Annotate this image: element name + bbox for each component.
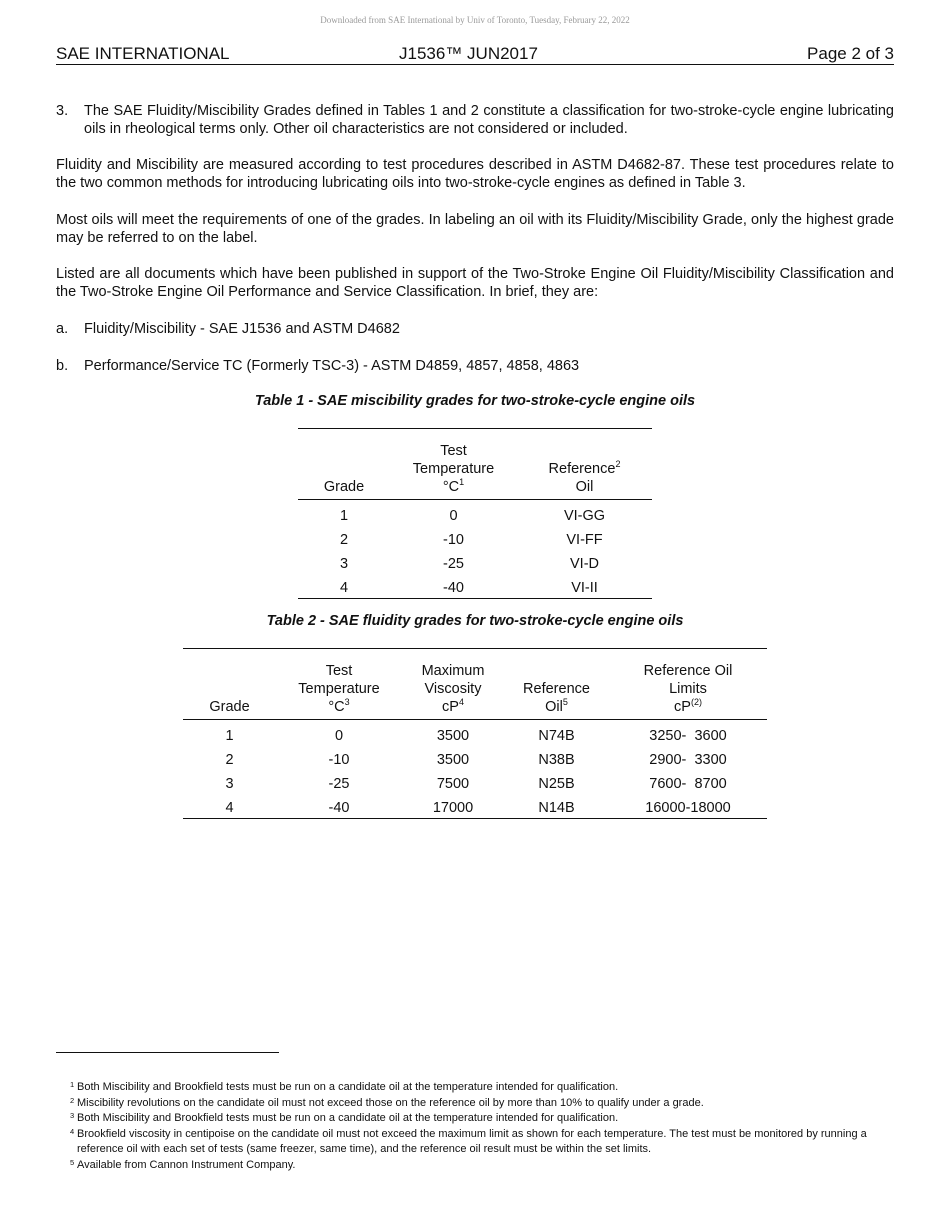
download-watermark: Downloaded from SAE International by Univ of Toronto, Tuesday, February 22, 2022	[320, 15, 630, 25]
paragraph-documents-listed: Listed are all documents which have been published in support of the Two-Stroke Engine Oil Fluidity/Miscibility Classification and the Two-Stroke Engine Oil Performance and Service Classification. In brief, they are:	[56, 266, 894, 300]
column-header-reference-oil-limits: Reference Oil Limits $cP^{(2)}$	[643, 663, 733, 715]
table2-caption: Table 2 - SAE fluidity grades for two-stroke-cycle engine oils	[266, 613, 684, 629]
column-header-test-temperature: Test Temperature $^\circ C^3$	[298, 663, 380, 715]
table1-miscibility-grades	[298, 428, 652, 599]
footnote: 2 Miscibility revolutions on the candidate oil must not exceed those on the reference oil by more than 10% to qualify under a grade.	[70, 1095, 704, 1109]
table-header-row	[183, 649, 767, 720]
table-row: 2 -10 VI-FF	[339, 532, 603, 548]
list-item-label: a.	[56, 321, 69, 337]
table-row: 3 -25 VI-D	[339, 556, 599, 572]
column-header-grade: Grade	[323, 479, 365, 495]
footnote-divider	[56, 1052, 279, 1053]
column-header-reference-oil: Reference$^2$ Oil	[548, 459, 621, 495]
list-item-b	[56, 357, 894, 375]
paragraph-grade-labeling: Most oils will meet the requirements of one of the grades. In labeling an oil with its Fluidity/Miscibility Grade, only the highest grade may be referred to on the label.	[56, 212, 894, 246]
item-text: The SAE Fluidity/Miscibility Grades defined in Tables 1 and 2 constitute a classification for two-stroke-cycle engine lubricating oils in rheological terms only. Other oil characteristics are not considered or included.	[84, 103, 894, 137]
list-item-text: Performance/Service TC (Formerly TSC-3) - ASTM D4859, 4857, 4858, 4863	[84, 358, 580, 374]
footnote: 3 Both Miscibility and Brookfield tests must be run on a candidate oil at the temperature intended for qualification.	[70, 1111, 619, 1124]
table-row: 2 -10 3500 N38B 2900- 3300	[225, 752, 727, 768]
column-header-grade: Grade	[209, 699, 250, 715]
table-row: 3 -25 7500 N25B 7600- 8700	[225, 776, 727, 792]
column-header-maximum-viscosity: Maximum Viscosity $cP^4$	[421, 663, 485, 715]
footnote: 4 Brookfield viscosity in centipoise on the candidate oil must not exceed the maximum limit as shown for each temperature. The test must be monitored by running a reference oil with each set of tests (same freezer, same time), and the reference oil result must be within the set limits.	[70, 1126, 867, 1155]
paragraph-fluidity-measurement: Fluidity and Miscibility are measured according to test procedures described in ASTM D4682-87. These test procedures relate to the two common methods for introducing lubricating oils into two-stroke-cycle engines as defined in Table 3.	[56, 157, 894, 191]
list-item-text: Fluidity/Miscibility - SAE J1536 and ASTM D4682	[84, 321, 400, 337]
header-document-id: J1536™ JUN2017	[399, 44, 538, 63]
list-item-a	[56, 320, 894, 338]
numbered-item-3	[56, 102, 894, 138]
footnote: 1 Both Miscibility and Brookfield tests must be run on a candidate oil at the temperature intended for qualification.	[70, 1080, 619, 1093]
footnotes	[70, 1080, 890, 1173]
table-row: 4 -40 VI-II	[298, 576, 652, 599]
footnote: 5 Available from Cannon Instrument Company.	[70, 1157, 296, 1171]
table1-caption: Table 1 - SAE miscibility grades for two-stroke-cycle engine oils	[254, 393, 696, 409]
header-organization: SAE INTERNATIONAL	[56, 44, 230, 63]
list-item-label: b.	[56, 358, 69, 374]
item-number: 3.	[56, 103, 69, 119]
table-row: 1 0 VI-GG	[339, 508, 606, 524]
header-page-number: Page 2 of 3	[807, 44, 894, 63]
column-header-test-temperature: Test Temperature $^\circ C^1$	[412, 443, 495, 495]
column-header-reference-oil: Reference Oil$^5$	[523, 681, 590, 715]
table-row: 1 0 3500 N74B 3250- 3600	[225, 728, 727, 744]
page-header	[56, 44, 894, 65]
table2-fluidity-grades	[183, 648, 767, 819]
table-row: 4 -40 17000 N14B 16000-18000	[183, 796, 767, 819]
table-header-row	[298, 429, 652, 500]
